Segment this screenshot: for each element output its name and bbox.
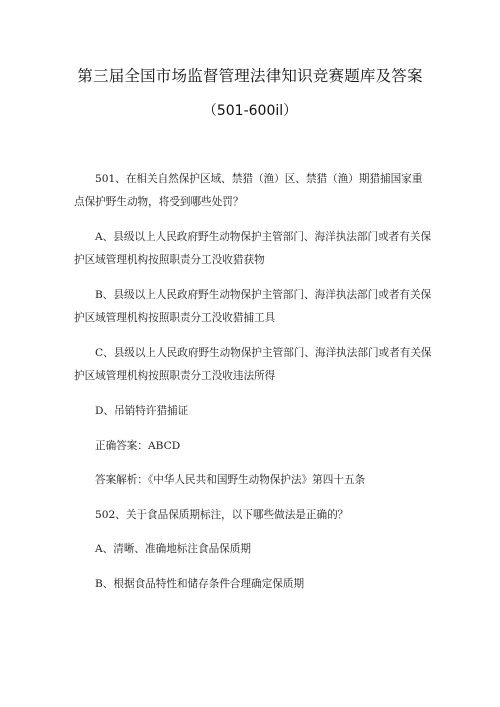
- option-501-c: C、县级以上人民政府野生动物保护主管部门、海洋执法部门或者有关保护区域管理机构按照职责分工没收违法所得: [74, 347, 432, 382]
- option-502-b: B、根据食品特性和储存条件合理确定保质期: [95, 577, 305, 590]
- document-title: 第三届全国市场监督管理法律知识竞赛题库及答案: [77, 67, 423, 85]
- document-subtitle: （501-600il）: [202, 103, 298, 119]
- question-502: 502、关于食品保质期标注，以下哪些做法是正确的？: [95, 508, 349, 521]
- document-body: [74, 168, 432, 607]
- option-501-a: A、县级以上人民政府野生动物保护主管部门、海洋执法部门或者有关保护区域管理机构按照职责分工没收猎获物: [74, 231, 432, 266]
- explanation-501: 答案解析：《中华人民共和国野生动物保护法》第四十五条: [95, 474, 366, 486]
- option-502-a: A、清晰、准确地标注食品保质期: [95, 543, 251, 555]
- option-501-b: B、县级以上人民政府野生动物保护主管部门、海洋执法部门或者有关保护区域管理机构按照职责分工没收猎捕工具: [74, 289, 432, 324]
- question-501: 501、在相关自然保护区域、禁猎（渔）区、禁猎（渔）期猎捕国家重点保护野生动物，将受到哪些处罚？: [74, 173, 423, 208]
- answer-501: 正确答案：ABCD: [95, 439, 181, 452]
- option-501-d: D、吊销特许猎捕证: [95, 405, 189, 417]
